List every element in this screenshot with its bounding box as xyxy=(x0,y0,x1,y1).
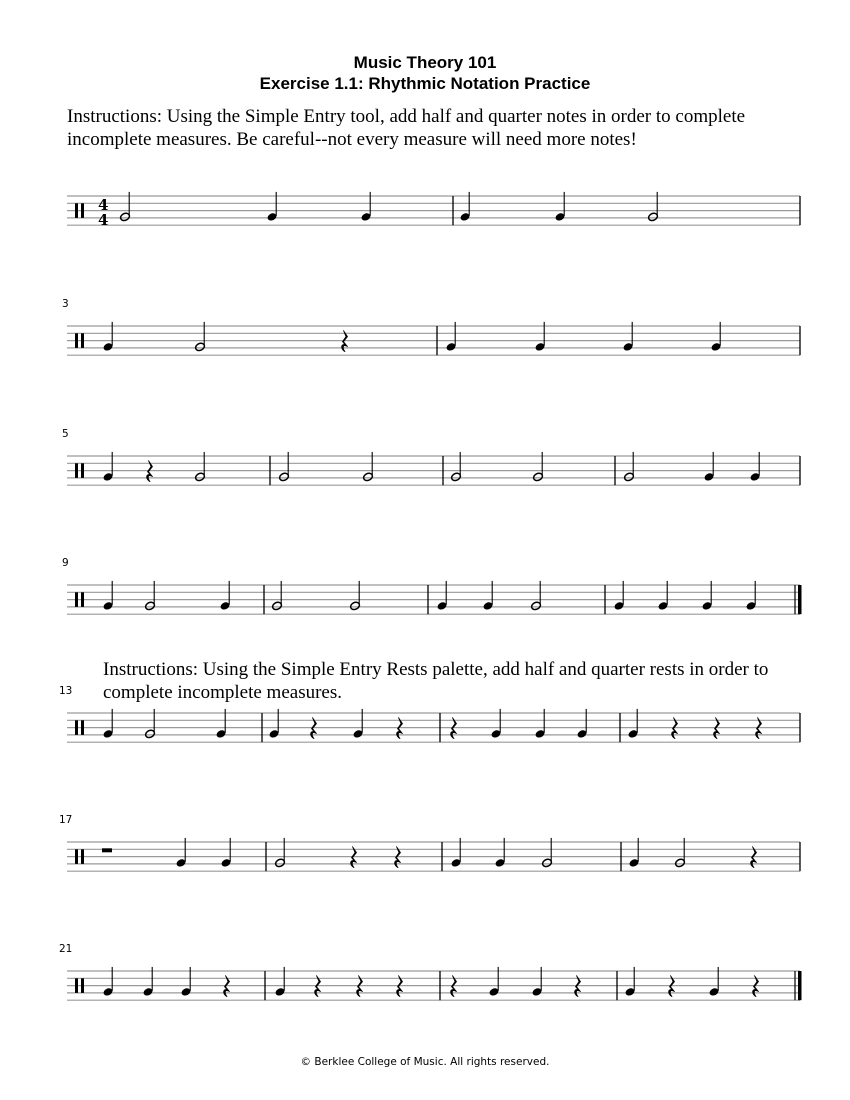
time-signature-numerator: 4 xyxy=(98,196,109,214)
instructions-notes-line2: incomplete measures. Be careful--not every measure will need more notes! xyxy=(67,129,637,150)
course-title: Music Theory 101 xyxy=(353,53,497,72)
instructions-rests-line2: complete incomplete measures. xyxy=(103,682,342,703)
measure-number: 9 xyxy=(62,557,69,569)
measure-number: 21 xyxy=(59,943,73,955)
measure-number: 17 xyxy=(59,814,73,826)
copyright-footer: © Berklee College of Music. All rights reserved. xyxy=(300,1056,550,1068)
instructions-notes-line1: Instructions: Using the Simple Entry tool, add half and quarter notes in order to complete xyxy=(67,106,746,127)
percussion-clef-icon xyxy=(81,978,84,993)
measure-number: 13 xyxy=(59,685,73,697)
time-signature-denominator: 4 xyxy=(98,211,109,229)
exercise-title: Exercise 1.1: Rhythmic Notation Practice xyxy=(259,74,591,93)
measure-number: 3 xyxy=(62,298,69,310)
final-barline-thick xyxy=(798,971,802,1000)
measure-number: 5 xyxy=(62,428,69,440)
percussion-clef-icon xyxy=(75,978,78,993)
instructions-rests-line1: Instructions: Using the Simple Entry Rests palette, add half and quarter rests in order to xyxy=(103,659,769,680)
